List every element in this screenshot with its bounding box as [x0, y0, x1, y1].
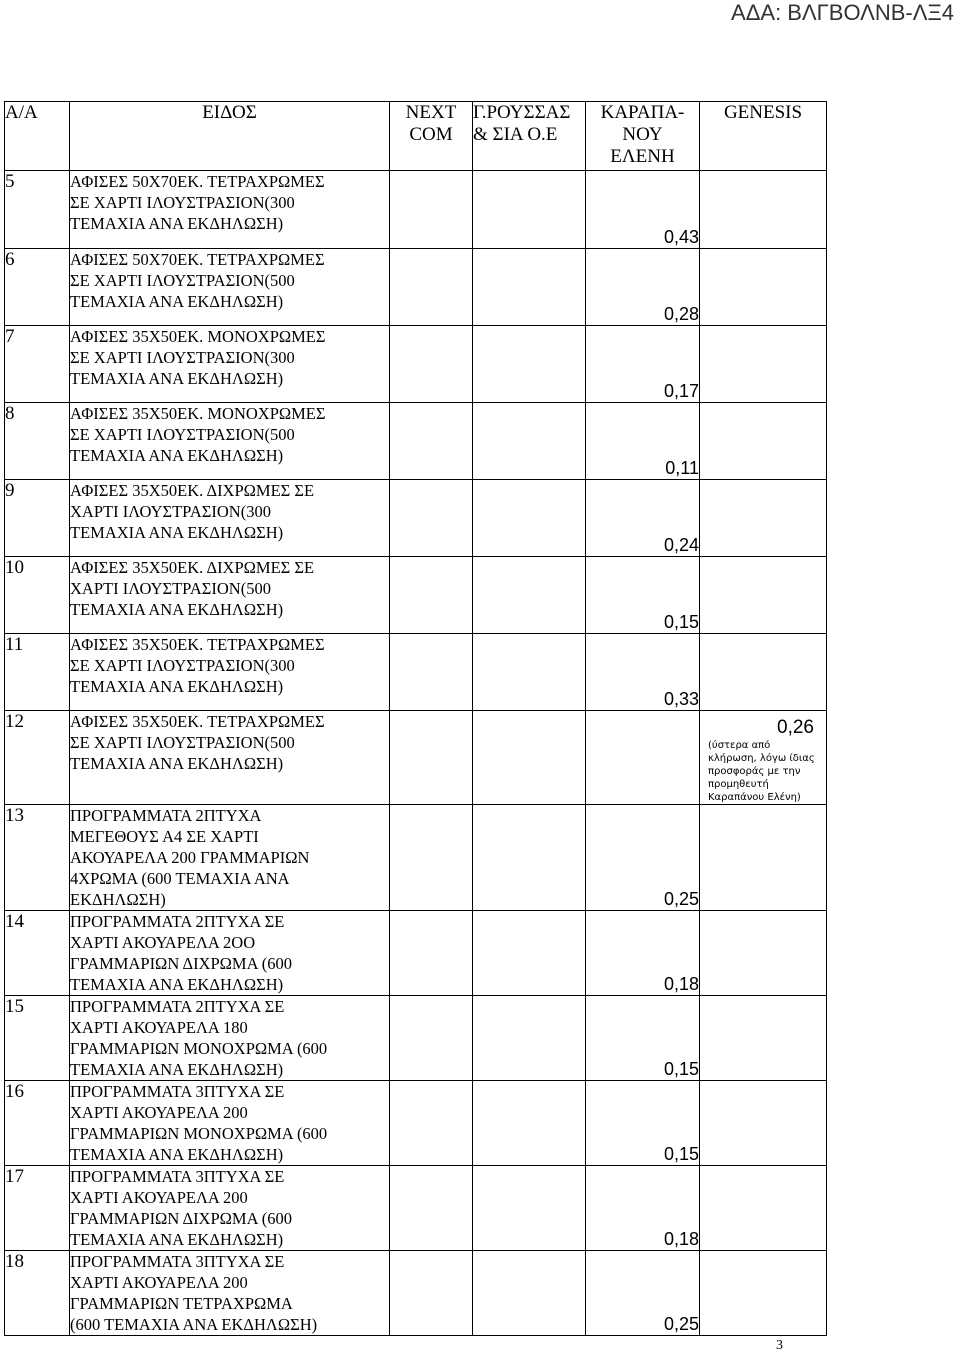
next-com-price: [390, 805, 473, 911]
item-description-line: ΕΚΔΗΛΩΣΗ): [70, 890, 166, 909]
item-description: [70, 1166, 390, 1251]
genesis-price-cell: [700, 403, 827, 480]
karapanou-price: [586, 711, 700, 805]
table-row: [5, 805, 827, 911]
item-description-line: ΣΕ ΧΑΡΤΙ ΙΛΟΥΣΤΡΑΣΙΟΝ(300: [70, 348, 295, 367]
item-description-line: ΑΦΙΣΕΣ 35Χ50ΕΚ. ΤΕΤΡΑΧΡΩΜΕΣ: [70, 712, 325, 731]
table-row: [5, 249, 827, 326]
item-description-line: ΠΡΟΓΡΑΜΜΑΤΑ 3ΠΤΥΧΑ ΣΕ: [70, 1252, 285, 1271]
genesis-price-cell: [700, 557, 827, 634]
col-header-eidos: ΕΙΔΟΣ: [70, 102, 390, 171]
rousas-price: [473, 711, 586, 805]
item-description-line: ΑΦΙΣΕΣ 35Χ50ΕΚ. ΜΟΝΟΧΡΩΜΕΣ: [70, 327, 326, 346]
rousas-price: [473, 1081, 586, 1166]
table-row: [5, 1166, 827, 1251]
row-number: 11: [5, 634, 70, 711]
genesis-price-cell: [700, 480, 827, 557]
item-description: [70, 634, 390, 711]
rousas-price: [473, 805, 586, 911]
ada-header: ΑΔΑ: ΒΛΓΒΟΛΝΒ-ΛΞ4: [731, 0, 954, 25]
item-description-line: ΧΑΡΤΙ ΑΚΟΥΑΡΕΛΑ 180: [70, 1018, 248, 1037]
item-description-line: ΑΦΙΣΕΣ 35Χ50ΕΚ. ΜΟΝΟΧΡΩΜΕΣ: [70, 404, 326, 423]
item-description-line: ΠΡΟΓΡΑΜΜΑΤΑ 3ΠΤΥΧΑ ΣΕ: [70, 1167, 285, 1186]
row-number: 17: [5, 1166, 70, 1251]
genesis-price-cell: [700, 249, 827, 326]
row-number: 13: [5, 805, 70, 911]
genesis-price-cell: [700, 634, 827, 711]
item-description-line: ΤΕΜΑΧΙΑ ΑΝΑ ΕΚΔΗΛΩΣΗ): [70, 369, 284, 388]
item-description-line: ΧΑΡΤΙ ΑΚΟΥΑΡΕΛΑ 200: [70, 1188, 248, 1207]
next-com-price: [390, 480, 473, 557]
item-description-line: ΓΡΑΜΜΑΡΙΩΝ ΔΙΧΡΩΜΑ (600: [70, 954, 292, 973]
row-number: 8: [5, 403, 70, 480]
item-description-line: ΤΕΜΑΧΙΑ ΑΝΑ ΕΚΔΗΛΩΣΗ): [70, 754, 284, 773]
rousas-price: [473, 171, 586, 249]
item-description-line: ΠΡΟΓΡΑΜΜΑΤΑ 2ΠΤΥΧΑ ΣΕ: [70, 912, 285, 931]
table-row: [5, 480, 827, 557]
genesis-price-cell: [700, 996, 827, 1081]
item-description-line: ΑΦΙΣΕΣ 35Χ50ΕΚ. ΤΕΤΡΑΧΡΩΜΕΣ: [70, 635, 325, 654]
item-description-line: ΤΕΜΑΧΙΑ ΑΝΑ ΕΚΔΗΛΩΣΗ): [70, 975, 284, 994]
genesis-price-cell: [700, 911, 827, 996]
item-description-line: ΤΕΜΑΧΙΑ ΑΝΑ ΕΚΔΗΛΩΣΗ): [70, 446, 284, 465]
table-row: [5, 403, 827, 480]
table-header-row: [5, 102, 827, 171]
item-description: [70, 171, 390, 249]
genesis-price-cell: [700, 1251, 827, 1336]
rousas-price: [473, 326, 586, 403]
next-com-price: [390, 326, 473, 403]
karapanou-price: 0,15: [586, 557, 700, 634]
item-description: [70, 805, 390, 911]
row-number: 15: [5, 996, 70, 1081]
table-body: [5, 171, 827, 1336]
table-row: [5, 711, 827, 805]
item-description: [70, 911, 390, 996]
item-description-line: ΧΑΡΤΙ ΑΚΟΥΑΡΕΛΑ 200: [70, 1273, 248, 1292]
next-com-price: [390, 403, 473, 480]
item-description-line: ΓΡΑΜΜΑΡΙΩΝ ΜΟΝΟΧΡΩΜΑ (600: [70, 1124, 328, 1143]
item-description-line: ΣΕ ΧΑΡΤΙ ΙΛΟΥΣΤΡΑΣΙΟΝ(500: [70, 271, 295, 290]
table-row: [5, 1081, 827, 1166]
item-description-line: ΣΕ ΧΑΡΤΙ ΙΛΟΥΣΤΡΑΣΙΟΝ(500: [70, 733, 295, 752]
item-description-line: ΣΕ ΧΑΡΤΙ ΙΛΟΥΣΤΡΑΣΙΟΝ(300: [70, 193, 295, 212]
next-com-price: [390, 1166, 473, 1251]
karapanou-price: 0,15: [586, 996, 700, 1081]
item-description-line: ΧΑΡΤΙ ΙΛΟΥΣΤΡΑΣΙΟΝ(500: [70, 579, 271, 598]
item-description-line: ΑΦΙΣΕΣ 50Χ70ΕΚ. ΤΕΤΡΑΧΡΩΜΕΣ: [70, 172, 325, 191]
item-description-line: ΑΦΙΣΕΣ 35Χ50ΕΚ. ΔΙΧΡΩΜΕΣ ΣΕ: [70, 558, 315, 577]
genesis-price-cell: [700, 805, 827, 911]
rousas-price: [473, 634, 586, 711]
next-com-price: [390, 911, 473, 996]
row-number: 5: [5, 171, 70, 249]
karapanou-price: 0,11: [586, 403, 700, 480]
page-number: 3: [776, 1338, 783, 1353]
rousas-price: [473, 403, 586, 480]
item-description-line: ΤΕΜΑΧΙΑ ΑΝΑ ΕΚΔΗΛΩΣΗ): [70, 292, 284, 311]
karapanou-price: 0,43: [586, 171, 700, 249]
table-row: [5, 911, 827, 996]
genesis-price-cell: [700, 1166, 827, 1251]
genesis-price-cell: [700, 171, 827, 249]
item-description-line: ΠΡΟΓΡΑΜΜΑΤΑ 3ΠΤΥΧΑ ΣΕ: [70, 1082, 285, 1101]
genesis-price-cell: [700, 1081, 827, 1166]
row-number: 9: [5, 480, 70, 557]
col-header-karapanou-line: ΝΟΥ: [622, 124, 663, 145]
rousas-price: [473, 480, 586, 557]
karapanou-price: 0,18: [586, 1166, 700, 1251]
item-description-line: ΤΕΜΑΧΙΑ ΑΝΑ ΕΚΔΗΛΩΣΗ): [70, 523, 284, 542]
rousas-price: [473, 249, 586, 326]
row-number: 12: [5, 711, 70, 805]
item-description-line: ΤΕΜΑΧΙΑ ΑΝΑ ΕΚΔΗΛΩΣΗ): [70, 1060, 284, 1079]
row-number: 14: [5, 911, 70, 996]
karapanou-price: 0,15: [586, 1081, 700, 1166]
next-com-price: [390, 634, 473, 711]
row-number: 6: [5, 249, 70, 326]
karapanou-price: 0,33: [586, 634, 700, 711]
item-description: [70, 403, 390, 480]
item-description: [70, 996, 390, 1081]
item-description-line: ΑΦΙΣΕΣ 35Χ50ΕΚ. ΔΙΧΡΩΜΕΣ ΣΕ: [70, 481, 315, 500]
item-description-line: ΧΑΡΤΙ ΑΚΟΥΑΡΕΛΑ 200: [70, 1103, 248, 1122]
item-description-line: ΠΡΟΓΡΑΜΜΑΤΑ 2ΠΤΥΧΑ: [70, 806, 262, 825]
genesis-price-cell: [700, 711, 827, 805]
col-header-rousas-line: Γ.ΡΟΥΣΣΑΣ: [473, 102, 571, 123]
genesis-price-cell: [700, 326, 827, 403]
item-description-line: ΧΑΡΤΙ ΑΚΟΥΑΡΕΛΑ 2ΟΟ: [70, 933, 256, 952]
genesis-price: 0,26: [777, 717, 814, 738]
item-description-line: ΜΕΓΕΘΟΥΣ Α4 ΣΕ ΧΑΡΤΙ: [70, 827, 259, 846]
row-number: 18: [5, 1251, 70, 1336]
table-row: [5, 1251, 827, 1336]
item-description: [70, 1251, 390, 1336]
item-description-line: 4ΧΡΩΜΑ (600 ΤΕΜΑΧΙΑ ΑΝΑ: [70, 869, 290, 888]
item-description: [70, 326, 390, 403]
col-header-karapanou: [586, 102, 700, 171]
table-row: [5, 171, 827, 249]
col-header-rousas: [473, 102, 586, 171]
next-com-price: [390, 557, 473, 634]
col-header-aa: Α/Α: [5, 102, 70, 171]
col-header-next-com-line: COM: [409, 124, 453, 145]
item-description-line: ΤΕΜΑΧΙΑ ΑΝΑ ΕΚΔΗΛΩΣΗ): [70, 1230, 284, 1249]
rousas-price: [473, 1251, 586, 1336]
table-row: [5, 557, 827, 634]
item-description-line: (600 ΤΕΜΑΧΙΑ ΑΝΑ ΕΚΔΗΛΩΣΗ): [70, 1315, 318, 1334]
next-com-price: [390, 1081, 473, 1166]
item-description-line: ΣΕ ΧΑΡΤΙ ΙΛΟΥΣΤΡΑΣΙΟΝ(300: [70, 656, 295, 675]
row-number: 16: [5, 1081, 70, 1166]
item-description-line: ΤΕΜΑΧΙΑ ΑΝΑ ΕΚΔΗΛΩΣΗ): [70, 214, 284, 233]
karapanou-price: 0,25: [586, 1251, 700, 1336]
rousas-price: [473, 1166, 586, 1251]
item-description-line: ΓΡΑΜΜΑΡΙΩΝ ΤΕΤΡΑΧΡΩΜΑ: [70, 1294, 293, 1313]
col-header-rousas-line: & ΣΙΑ Ο.Ε: [473, 124, 558, 145]
item-description-line: ΤΕΜΑΧΙΑ ΑΝΑ ΕΚΔΗΛΩΣΗ): [70, 600, 284, 619]
item-description: [70, 1081, 390, 1166]
item-description-line: ΓΡΑΜΜΑΡΙΩΝ ΔΙΧΡΩΜΑ (600: [70, 1209, 292, 1228]
next-com-price: [390, 171, 473, 249]
item-description: [70, 480, 390, 557]
item-description-line: ΧΑΡΤΙ ΙΛΟΥΣΤΡΑΣΙΟΝ(300: [70, 502, 271, 521]
karapanou-price: 0,17: [586, 326, 700, 403]
item-description-line: ΑΚΟΥΑΡΕΛΑ 200 ΓΡΑΜΜΑΡΙΩΝ: [70, 848, 310, 867]
col-header-karapanou-line: ΕΛΕΝΗ: [610, 146, 675, 167]
col-header-karapanou-line: ΚΑΡΑΠΑ-: [600, 102, 685, 123]
karapanou-price: 0,18: [586, 911, 700, 996]
item-description-line: ΑΦΙΣΕΣ 50Χ70ΕΚ. ΤΕΤΡΑΧΡΩΜΕΣ: [70, 250, 325, 269]
rousas-price: [473, 911, 586, 996]
rousas-price: [473, 996, 586, 1081]
col-header-genesis: GENESIS: [700, 102, 827, 171]
next-com-price: [390, 1251, 473, 1336]
karapanou-price: 0,24: [586, 480, 700, 557]
item-description-line: ΣΕ ΧΑΡΤΙ ΙΛΟΥΣΤΡΑΣΙΟΝ(500: [70, 425, 295, 444]
karapanou-price: 0,25: [586, 805, 700, 911]
item-description-line: ΤΕΜΑΧΙΑ ΑΝΑ ΕΚΔΗΛΩΣΗ): [70, 1145, 284, 1164]
genesis-note: (ύστερα από κλήρωση, λόγω ίδιας προσφοράς με την προμηθευτή Καραπάνου Ελένη): [708, 740, 815, 803]
item-description-line: ΠΡΟΓΡΑΜΜΑΤΑ 2ΠΤΥΧΑ ΣΕ: [70, 997, 285, 1016]
table-row: [5, 326, 827, 403]
item-description-line: ΓΡΑΜΜΑΡΙΩΝ ΜΟΝΟΧΡΩΜΑ (600: [70, 1039, 328, 1058]
rousas-price: [473, 557, 586, 634]
row-number: 7: [5, 326, 70, 403]
col-header-next-com-line: NEXT: [405, 102, 457, 123]
next-com-price: [390, 711, 473, 805]
table-row: [5, 996, 827, 1081]
item-description: [70, 557, 390, 634]
next-com-price: [390, 996, 473, 1081]
karapanou-price: 0,28: [586, 249, 700, 326]
item-description: [70, 249, 390, 326]
next-com-price: [390, 249, 473, 326]
table-row: [5, 634, 827, 711]
item-description-line: ΤΕΜΑΧΙΑ ΑΝΑ ΕΚΔΗΛΩΣΗ): [70, 677, 284, 696]
col-header-next-com: [390, 102, 473, 171]
price-table: [4, 101, 827, 1336]
row-number: 10: [5, 557, 70, 634]
item-description: [70, 711, 390, 805]
